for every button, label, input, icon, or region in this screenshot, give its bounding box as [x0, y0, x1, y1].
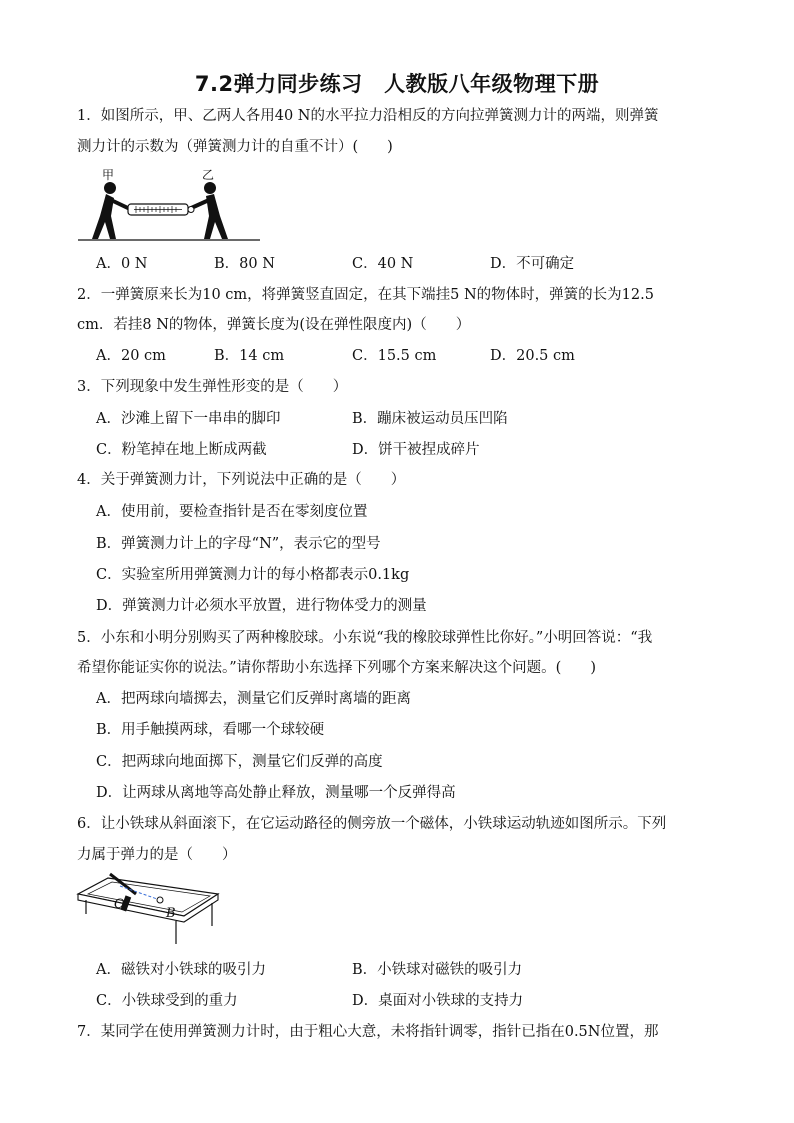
q6-option-c[interactable]: C．小铁球受到的重力: [96, 993, 238, 1009]
q3-option-d[interactable]: D．饼干被捏成碎片: [352, 442, 480, 458]
q6-figure-magnet-table: [76, 872, 221, 950]
q1-option-c[interactable]: C．40 N: [352, 256, 414, 272]
page-title: 7.2弹力同步练习 人教版八年级物理下册: [194, 72, 600, 96]
spring-scale-hook: [188, 207, 194, 213]
q6-option-a[interactable]: A．磁铁对小铁球的吸引力: [96, 962, 266, 978]
q7-stem-line-1: 7．某同学在使用弹簧测力计时，由于粗心大意，未将指针调零，指针已指在0.5N位置，那: [77, 1024, 659, 1040]
q4-option-c[interactable]: C．实验室所用弹簧测力计的每小格都表示0.1kg: [96, 567, 410, 583]
q3-option-b[interactable]: B．蹦床被运动员压凹陷: [352, 411, 508, 427]
person-right-head: [204, 182, 216, 194]
figure-label-yi: 乙: [202, 168, 215, 182]
q2-option-a[interactable]: A．20 cm: [96, 348, 166, 364]
q1-option-d[interactable]: D．不可确定: [490, 256, 575, 272]
q4-option-d[interactable]: D．弹簧测力计必须水平放置，进行物体受力的测量: [96, 598, 427, 614]
iron-ball: [157, 897, 163, 903]
q2-stem-line-2: cm．若挂8 N的物体，弹簧长度为(设在弹性限度内)（ ）: [77, 317, 471, 333]
q4-stem: 4．关于弹簧测力计，下列说法中正确的是（ ）: [77, 472, 406, 488]
q6-stem-line-2: 力属于弹力的是（ ）: [77, 847, 237, 863]
q5-option-c[interactable]: C．把两球向地面掷下，测量它们反弹的高度: [96, 754, 383, 770]
q6-option-d[interactable]: D．桌面对小铁球的支持力: [352, 993, 524, 1009]
q1-stem-line-2: 测力计的示数为（弹簧测力计的自重不计）( ): [77, 139, 393, 155]
q2-option-d[interactable]: D．20.5 cm: [490, 348, 575, 364]
q1-option-b[interactable]: B．80 N: [214, 256, 275, 272]
person-left-head: [104, 182, 116, 194]
q6-option-b[interactable]: B．小铁球对磁铁的吸引力: [352, 962, 523, 978]
figure-label-b: B: [166, 906, 176, 921]
figure-label-o: O: [114, 897, 125, 912]
q2-option-c[interactable]: C．15.5 cm: [352, 348, 437, 364]
q3-option-c[interactable]: C．粉笔掉在地上断成两截: [96, 442, 267, 458]
q4-option-b[interactable]: B．弹簧测力计上的字母“N”，表示它的型号: [96, 536, 381, 552]
magnet-table-illustration: [76, 872, 221, 950]
q3-stem: 3．下列现象中发生弹性形变的是（ ）: [77, 379, 348, 395]
q5-option-b[interactable]: B．用手触摸两球，看哪一个球较硬: [96, 722, 325, 738]
q6-stem-line-1: 6．让小铁球从斜面滚下，在它运动路径的侧旁放一个磁体，小铁球运动轨迹如图所示。下列: [77, 816, 667, 832]
q2-option-b[interactable]: B．14 cm: [214, 348, 285, 364]
q1-figure-tug-spring-scale: [78, 166, 263, 244]
q5-option-d[interactable]: D．让两球从离地等高处静止释放，测量哪一个反弹得高: [96, 785, 456, 801]
q2-stem-line-1: 2．一弹簧原来长为10 cm，将弹簧竖直固定，在其下端挂5 N的物体时，弹簧的长为12.5: [77, 287, 654, 303]
person-left-arm: [111, 200, 130, 209]
q1-stem-line-1: 1．如图所示，甲、乙两人各用40 N的水平拉力沿相反的方向拉弹簧测力计的两端，则弹簧: [77, 108, 659, 124]
q5-option-a[interactable]: A．把两球向墙掷去，测量它们反弹时离墙的距离: [96, 691, 411, 707]
q3-option-a[interactable]: A．沙滩上留下一串串的脚印: [96, 411, 281, 427]
figure-label-jia: 甲: [102, 168, 115, 182]
q4-option-a[interactable]: A．使用前，要检查指针是否在零刻度位置: [96, 504, 368, 520]
q5-stem-line-1: 5．小东和小明分别购买了两种橡胶球。小东说“我的橡胶球弹性比你好。”小明回答说：“我: [77, 630, 653, 646]
q5-stem-line-2: 希望你能证实你的说法。”请你帮助小东选择下列哪个方案来解决这个问题。( ): [77, 660, 596, 676]
q1-option-a[interactable]: A．0 N: [96, 256, 148, 272]
